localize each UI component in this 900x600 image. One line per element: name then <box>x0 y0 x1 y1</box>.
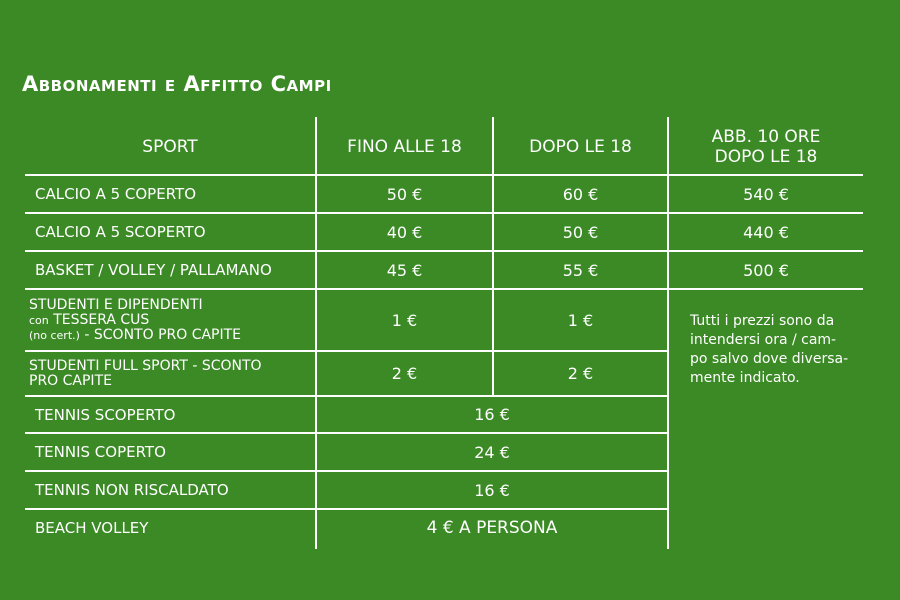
price-dopo: 50 € <box>562 222 599 242</box>
header-abb-line1: ABB. 10 ORE <box>711 127 821 147</box>
sport-line-small: con <box>29 313 49 327</box>
price-abb: 500 € <box>743 260 789 280</box>
sport-cell <box>29 352 315 395</box>
price-fino: 40 € <box>386 222 423 242</box>
sport-line-small: (no cert.) <box>29 328 80 342</box>
price-fino: 45 € <box>386 260 423 280</box>
sport-line <box>29 328 241 343</box>
header-abb-10-ore <box>669 122 863 172</box>
note-line: mente indicato. <box>690 370 800 386</box>
sport-line: PRO CAPITE <box>29 372 112 389</box>
price-dopo: 60 € <box>562 184 599 204</box>
price-fino: 2 € <box>391 364 418 383</box>
sport-cell: CALCIO A 5 COPERTO <box>35 185 197 203</box>
page-title: Abbonamenti e Affitto Campi <box>22 72 332 96</box>
price-dopo: 55 € <box>562 260 599 280</box>
sport-line-text: TESSERA CUS <box>53 311 150 328</box>
note-line: po salvo dove diversa- <box>690 351 849 367</box>
sport-cell: TENNIS SCOPERTO <box>35 405 176 424</box>
pricing-note <box>690 312 870 388</box>
header-abb-line2: DOPO LE 18 <box>714 147 818 167</box>
sport-cell <box>29 290 315 350</box>
sport-line <box>29 313 149 328</box>
sport-line: STUDENTI E DIPENDENTI <box>29 296 203 313</box>
price-merged: 24 € <box>474 442 510 462</box>
price-merged: 4 € A PERSONA <box>426 518 558 538</box>
price-merged: 16 € <box>474 480 510 500</box>
sport-line: STUDENTI FULL SPORT - SCONTO <box>29 357 262 374</box>
sport-cell: BASKET / VOLLEY / PALLAMANO <box>35 261 272 279</box>
price-abb: 540 € <box>743 184 789 204</box>
price-dopo: 2 € <box>567 364 594 383</box>
sport-cell: BEACH VOLLEY <box>35 519 149 537</box>
price-abb: 440 € <box>743 222 789 242</box>
header-sport: SPORT <box>142 137 198 157</box>
note-line: intendersi ora / cam- <box>690 332 837 348</box>
price-fino: 1 € <box>391 310 418 330</box>
sport-cell: TENNIS NON RISCALDATO <box>35 481 229 499</box>
price-fino: 50 € <box>386 184 423 204</box>
price-merged: 16 € <box>474 405 510 424</box>
header-dopo-le-18: DOPO LE 18 <box>529 137 632 157</box>
header-fino-alle-18: FINO ALLE 18 <box>347 137 462 157</box>
note-line: Tutti i prezzi sono da <box>690 313 835 329</box>
sport-cell: CALCIO A 5 SCOPERTO <box>35 223 206 241</box>
sport-cell: TENNIS COPERTO <box>35 443 166 461</box>
price-dopo: 1 € <box>567 310 594 330</box>
sport-line-text: - SCONTO PRO CAPITE <box>84 326 242 343</box>
